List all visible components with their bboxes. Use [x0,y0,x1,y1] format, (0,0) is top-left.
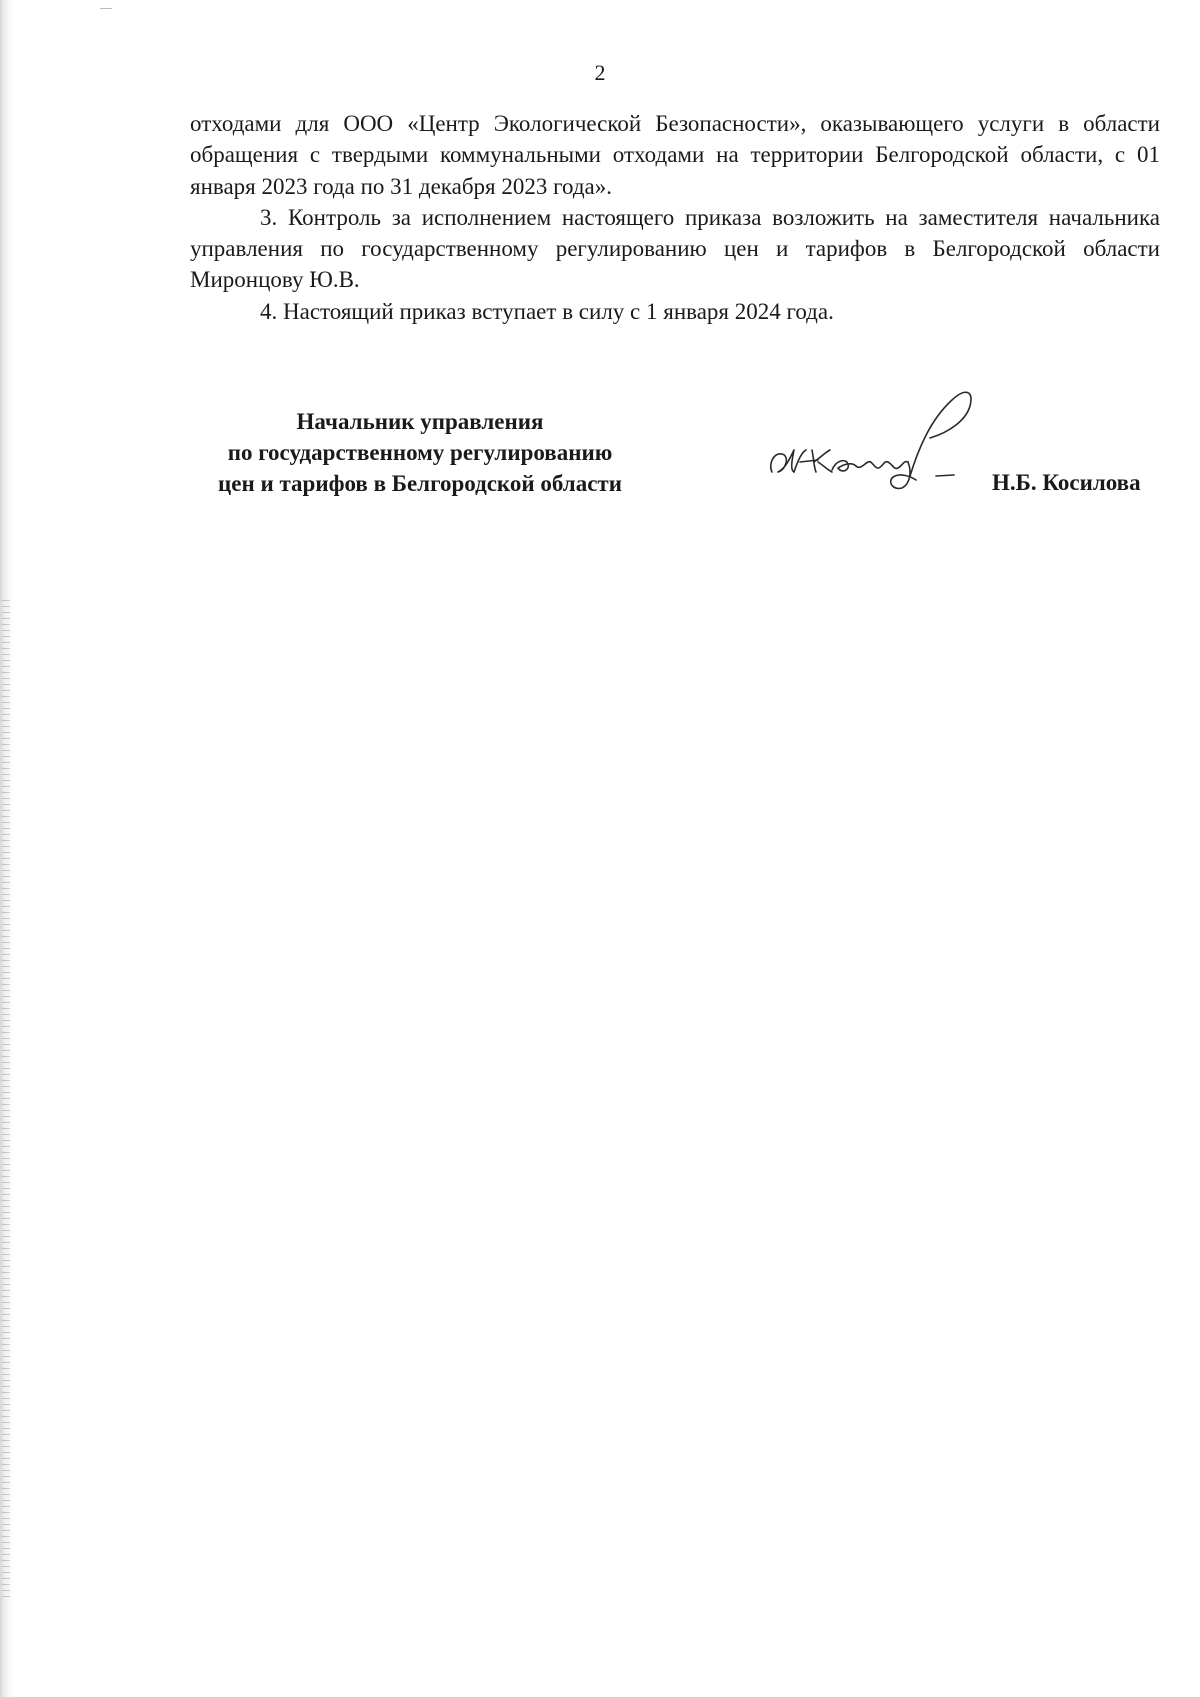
page-number: 2 [594,60,606,85]
handwritten-signature [760,380,990,500]
paragraph-item-4: 4. Настоящий приказ вступает в силу с 1 января 2024 года. [260,298,834,324]
scan-speck [100,8,112,9]
signatory-title [180,406,660,499]
signer-name: Н.Б. Косилова [992,470,1141,495]
signatory-title-line: цен и тарифов в Белгородской области [218,471,622,496]
paragraph-continuation: отходами для ООО «Центр Экологической Безопасности», оказывающего услуги в области обращения с твердыми коммунальными отходами на территории Белгородской области, с 01 января 2023 года по 31 декабря 2023 года». [190,111,1160,199]
document-body [190,108,1160,327]
scan-edge-artifacts [2,600,10,1600]
signatory-title-line: Начальник управления [296,409,544,434]
signatory-title-line: по государственному регулированию [227,440,613,465]
paragraph-item-3: 3. Контроль за исполнением настоящего приказа возложить на заместителя начальника управления по государственному регулированию цен и тарифов в Белгородской области Миронцову Ю.В. [190,204,1160,293]
scan-edge-shadow [0,0,14,1697]
